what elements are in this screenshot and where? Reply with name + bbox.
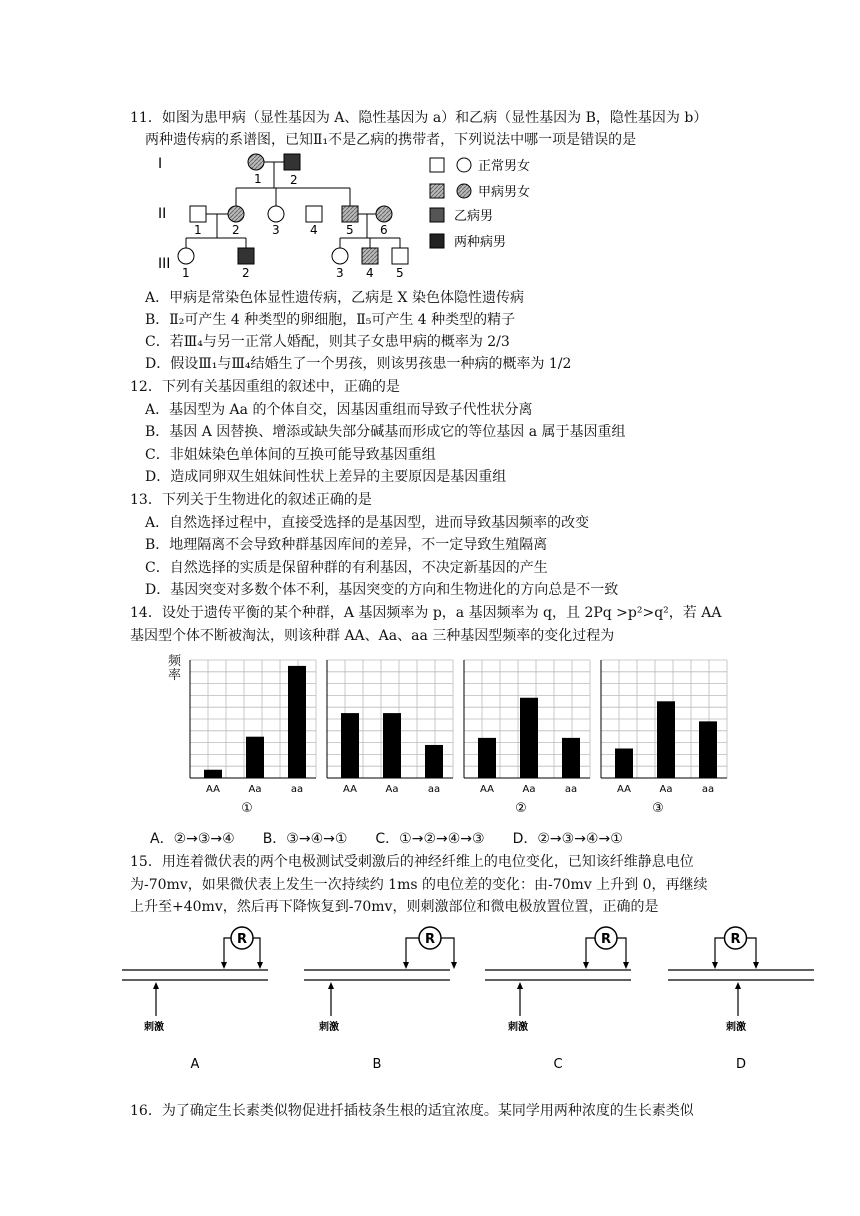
svg-text:R: R (600, 932, 612, 947)
q13-option-a: A．自然选择过程中，直接受选择的是基因型，进而导致基因频率的改变 (145, 515, 590, 531)
gen-label-I: I (158, 156, 163, 172)
legend-a: 甲病男女 (478, 185, 531, 200)
q14-ylabel: 频率 (168, 654, 182, 683)
nerve-diagram-D (668, 927, 814, 1072)
III2-male-both (238, 248, 254, 264)
legend-normal: 正常男女 (478, 159, 531, 174)
legend-b: 乙病男 (454, 209, 494, 224)
q16-stem: 16．为了确定生长素类似物促进扦插枝条生根的适宜浓度。某同学用两种浓度的生长素类似 (130, 1103, 694, 1119)
bar-AA (204, 770, 222, 778)
tick-label: aa (701, 784, 715, 795)
stimulus-label: 刺激 (726, 1022, 746, 1033)
svg-text:4: 4 (366, 266, 374, 280)
svg-text:2: 2 (242, 266, 250, 280)
q14-options: A．②→③→④ B．③→④→① C．①→②→④→③ D．②→③→④→① (150, 831, 623, 847)
tick-label: Aa (522, 784, 536, 795)
II1-male-normal (190, 206, 206, 222)
svg-text:3: 3 (336, 266, 344, 280)
tick-label: Aa (659, 784, 673, 795)
svg-text:5: 5 (346, 223, 354, 237)
tick-label: AA (617, 784, 631, 795)
q15-stem-line1: 15．用连着微伏表的两个电极测试受刺激后的神经纤维上的电位变化，已知该纤维静息电位 (130, 854, 694, 870)
I1-female-affected-a (248, 154, 264, 170)
tick-label: aa (290, 784, 304, 795)
svg-text:2: 2 (232, 223, 240, 237)
gen-label-II: II (158, 206, 167, 222)
legend-both: 两种病男 (454, 235, 507, 250)
svg-text:R: R (236, 932, 248, 947)
III3-female-normal (332, 248, 348, 264)
stimulus-label: 刺激 (319, 1022, 339, 1033)
bar-AA (615, 749, 633, 779)
tick-label: Aa (385, 784, 399, 795)
q12-option-c: C．非姐妹染色单体间的互换可能导致基因重组 (145, 447, 436, 463)
q12-option-d: D．造成同卵双生姐妹间性状上差异的主要原因是基因重组 (145, 469, 507, 485)
bar-aa (562, 738, 580, 778)
q13-option-d: D．基因突变对多数个体不利，基因突变的方向和生物进化的方向总是不一致 (145, 582, 619, 598)
bar-aa (288, 666, 306, 778)
gen-label-III: III (158, 256, 171, 272)
svg-text:R: R (730, 932, 741, 947)
bar-Aa (246, 737, 264, 778)
III5-male-normal (392, 248, 408, 264)
svg-text:5: 5 (396, 266, 404, 280)
I2-male-affected-b (284, 154, 300, 170)
legend-normal-male-symbol (430, 158, 444, 172)
q15-stem-line3: 上升至+40mv，然后再下降恢复到-70mv，则刺激部位和微电极放置位置，正确的是 (130, 899, 659, 915)
tick-label: aa (427, 784, 441, 795)
q15-stem-line2: 为-70mv，如果微伏表上发生一次持续约 1ms 的电位差的变化：由-70mv 上升到 0，再继续 (130, 877, 708, 893)
bar-Aa (383, 713, 401, 778)
q11-option-b: B．Ⅱ₂可产生 4 种类型的卵细胞，Ⅱ₅可产生 4 种类型的精子 (145, 312, 516, 328)
q11-option-d: D．假设Ⅲ₁与Ⅲ₄结婚生了一个男孩，则该男孩患一种病的概率为 1/2 (145, 356, 572, 372)
chart-number-label: ① (241, 801, 253, 816)
option-letter: A (190, 1057, 200, 1072)
q14-stem-line1: 14．设处于遗传平衡的某个种群，A 基因频率为 p，a 基因频率为 q，且 2Pq >p²>q²，若 AA (130, 605, 722, 621)
bar-chart-2 (327, 660, 453, 795)
q13-stem: 13．下列关于生物进化的叙述正确的是 (130, 492, 372, 508)
legend-b-symbol (430, 208, 444, 222)
svg-text:1: 1 (194, 223, 202, 237)
tick-label: AA (480, 784, 494, 795)
q12-option-b: B．基因 A 因替换、增添或缺失部分碱基而形成它的等位基因 a 属于基因重组 (145, 424, 626, 440)
svg-text:3: 3 (272, 223, 280, 237)
chart-number-label: ③ (652, 801, 664, 816)
III1-female-normal (178, 248, 194, 264)
q14-bar-charts (180, 650, 740, 820)
q14-stem-line2: 基因型个体不断被淘汰，则该种群 AA、Aa、aa 三种基因型频率的变化过程为 (130, 628, 615, 644)
legend-a-male-symbol (430, 184, 444, 198)
svg-text:4: 4 (310, 223, 318, 237)
q13-option-b: B．地理隔离不会导致种群基因库间的差异，不一定导致生殖隔离 (145, 537, 548, 553)
stimulus-label: 刺激 (144, 1022, 164, 1033)
nerve-diagram-A (122, 927, 268, 1072)
svg-text:2: 2 (290, 173, 298, 187)
bar-AA (478, 738, 496, 778)
II3-female-normal (268, 206, 284, 222)
q12-stem: 12．下列有关基因重组的叙述中，正确的是 (130, 379, 400, 395)
tick-label: AA (343, 784, 357, 795)
tick-label: Aa (248, 784, 262, 795)
q11-option-c: C．若Ⅲ₄与另一正常人婚配，则其子女患甲病的概率为 2/3 (145, 334, 510, 350)
bar-chart-3 (464, 660, 590, 816)
chart-number-label: ② (515, 801, 527, 816)
bar-aa (425, 745, 443, 778)
option-letter: C (553, 1057, 563, 1072)
q15-nerve-diagrams (110, 918, 830, 1078)
bar-Aa (520, 698, 538, 778)
II2-female-affected-a (228, 206, 244, 222)
III4-male-affected-a (362, 248, 378, 264)
bar-chart-1 (190, 660, 316, 816)
option-letter: B (372, 1057, 382, 1072)
q11-stem-line1: 11．如图为患甲病（显性基因为 A、隐性基因为 a）和乙病（显性基因为 B，隐性基因为 b） (130, 110, 708, 126)
bar-chart-4 (601, 660, 727, 816)
svg-text:1: 1 (254, 172, 262, 186)
svg-text:R: R (424, 932, 436, 947)
q13-option-c: C．自然选择的实质是保留种群的有利基因，不决定新基因的产生 (145, 560, 548, 576)
q12-option-a: A．基因型为 Aa 的个体自交，因基因重组而导致子代性状分离 (145, 402, 533, 418)
stimulus-label: 刺激 (508, 1022, 528, 1033)
option-letter: D (735, 1057, 747, 1072)
legend-both-symbol (430, 234, 444, 248)
II5-male-affected-a (342, 206, 358, 222)
tick-label: aa (564, 784, 578, 795)
II4-male-normal (306, 206, 322, 222)
q11-option-a: A．甲病是常染色体显性遗传病，乙病是 X 染色体隐性遗传病 (145, 290, 524, 306)
tick-label: AA (206, 784, 220, 795)
nerve-diagram-B (304, 927, 457, 1072)
II6-female-affected-a (376, 206, 392, 222)
bar-AA (341, 713, 359, 778)
svg-text:1: 1 (182, 266, 190, 280)
q11-stem-line2: 两种遗传病的系谱图，已知Ⅱ₁不是乙病的携带者，下列说法中哪一项是错误的是 (145, 132, 637, 148)
svg-text:6: 6 (380, 223, 388, 237)
bar-Aa (657, 701, 675, 778)
pedigree-diagram (150, 150, 570, 280)
nerve-diagram-C (485, 927, 631, 1072)
bar-aa (699, 721, 717, 778)
